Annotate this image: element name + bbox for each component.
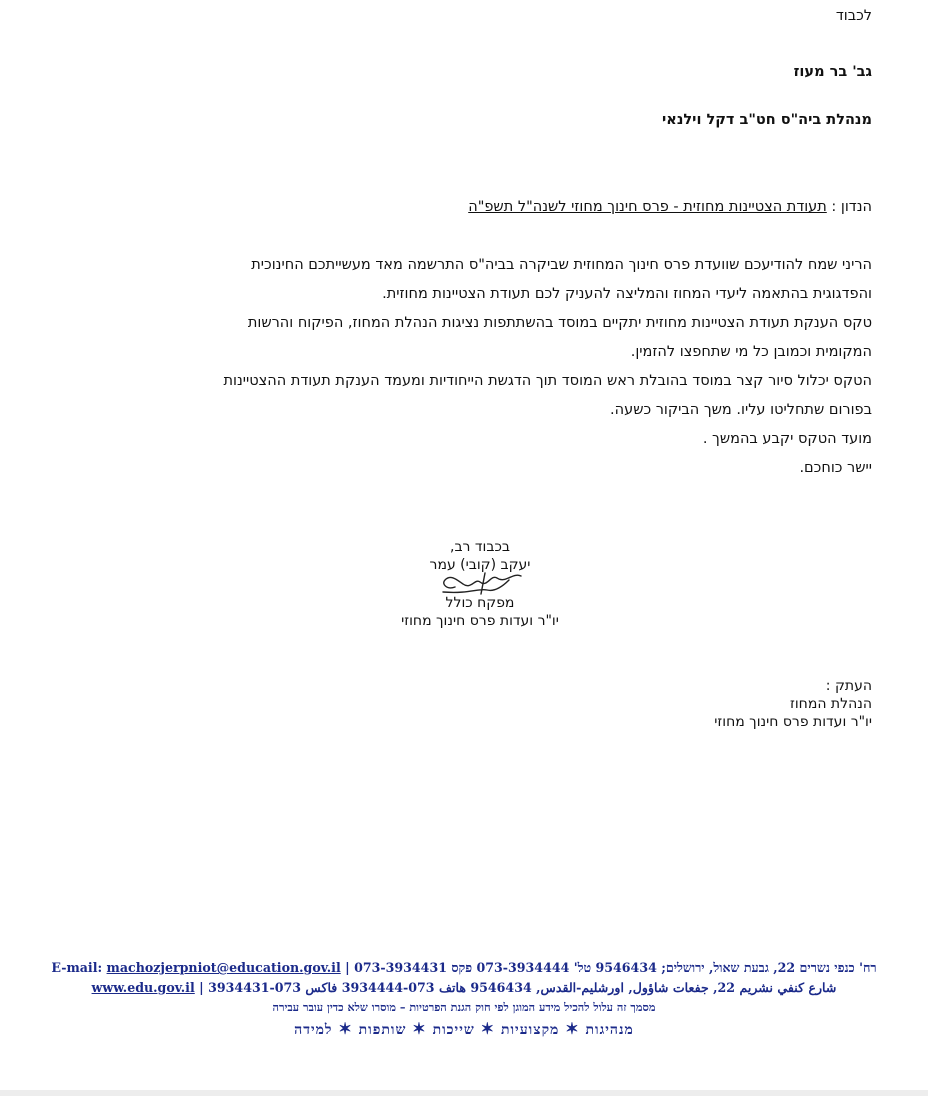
cc-label: העתק :: [825, 678, 872, 694]
footer-phone-he: טל' 073-3934444: [476, 960, 592, 975]
body-line: והפדגוגית בהתאמה ליעדי המחוז והמליצה להעניק לכם תעודת הצטיינות מחוזית.: [382, 286, 872, 302]
cc-item: הנהלת המחוז: [790, 696, 872, 712]
signer-title: יו"ר ועדות פרס חינוך מחוזי: [401, 613, 559, 629]
value-item: למידה: [294, 1022, 333, 1038]
value-item: שייכות: [432, 1022, 475, 1038]
footer-fax-he: פקס 073-3934431: [354, 960, 473, 975]
salutation: לכבוד: [835, 8, 872, 24]
letter-body: [132, 251, 872, 483]
value-item: שותפות: [358, 1022, 407, 1038]
closing: בכבוד רב,: [450, 539, 510, 555]
email-label: E-mail:: [51, 960, 103, 975]
footer-address-he: רח' כנפי נשרים 22, גבעת שאול, ירושלים; 9546434: [595, 960, 877, 975]
signature-block: [330, 538, 630, 630]
subject-line: [468, 199, 872, 215]
body-line: בפורום שתחליטו עליו. משך הביקור כשעה.: [610, 402, 872, 418]
email-link[interactable]: machozjerpniot@education.gov.il: [106, 960, 341, 975]
subject-text: תעודת הצטיינות מחוזית - פרס חינוך מחוזי לשנה"ל תשפ"ה: [468, 199, 827, 215]
footer-phone-ar: هاتف 073-3934444: [341, 980, 466, 995]
body-line: המקומית וכמובן כל מי שתחפצו להזמין.: [630, 344, 872, 360]
star-icon: ✶: [565, 1019, 580, 1038]
body-line: הריני שמח להודיעכם שוועדת פרס חינוך המחוזית שביקרה בביה"ס התרשמה מאד מעשייתכם החינוכית: [251, 257, 872, 273]
value-item: מנהיגות: [585, 1022, 634, 1038]
signer-name: יעקב (קובי) עמר: [429, 557, 531, 573]
footer-separator: |: [199, 980, 204, 995]
values-motto: [0, 1016, 928, 1043]
footer-fax-ar: فاكس 073-3934431: [208, 980, 338, 995]
cc-block: [714, 677, 872, 731]
letterhead-footer: [0, 958, 928, 1043]
footer-separator: |: [345, 960, 350, 975]
star-icon: ✶: [338, 1019, 353, 1038]
website-link[interactable]: www.edu.gov.il: [91, 980, 195, 995]
privacy-notice: מסמך זה עלול להכיל מידע המוגן לפי חוק הגנת הפרטיות – מוסרו שלא כדין עובר עבירה: [272, 1000, 656, 1014]
recipient-name: גב' בר מעוז: [793, 64, 872, 80]
star-icon: ✶: [412, 1019, 427, 1038]
footer-email: [51, 960, 340, 975]
value-item: מקצועיות: [500, 1022, 560, 1038]
page-bottom-edge: [0, 1090, 928, 1096]
footer-contact-hebrew: [0, 958, 928, 978]
body-line: טקס הענקת תעודת הצטיינות מחוזית יתקיים במוסד בהשתתפות נציגות הנהלת המחוז, הפיקוח והרשות: [247, 315, 872, 331]
footer-contact-arabic: [0, 978, 928, 998]
footer-address-ar: شارع كنفي نشريم 22, جفعات شاؤول, اورشليم-القدس, 9546434: [470, 980, 837, 995]
cc-item: יו"ר ועדות פרס חינוך מחוזי: [714, 714, 872, 730]
body-line: הטקס יכלול סיור קצר במוסד בהובלת ראש המוסד תוך הדגשת הייחודיות ומעמד הענקת תעודת ההצטיינות: [223, 373, 872, 389]
recipient-title: מנהלת ביה"ס חט"ב דקל וילנאי: [662, 112, 872, 128]
body-line: מועד הטקס יקבע בהמשך .: [702, 431, 872, 447]
signer-role: מפקח כולל: [445, 595, 515, 611]
body-line: יישר כוחכם.: [799, 460, 872, 476]
subject-label: הנדון :: [831, 199, 872, 215]
star-icon: ✶: [480, 1019, 496, 1038]
